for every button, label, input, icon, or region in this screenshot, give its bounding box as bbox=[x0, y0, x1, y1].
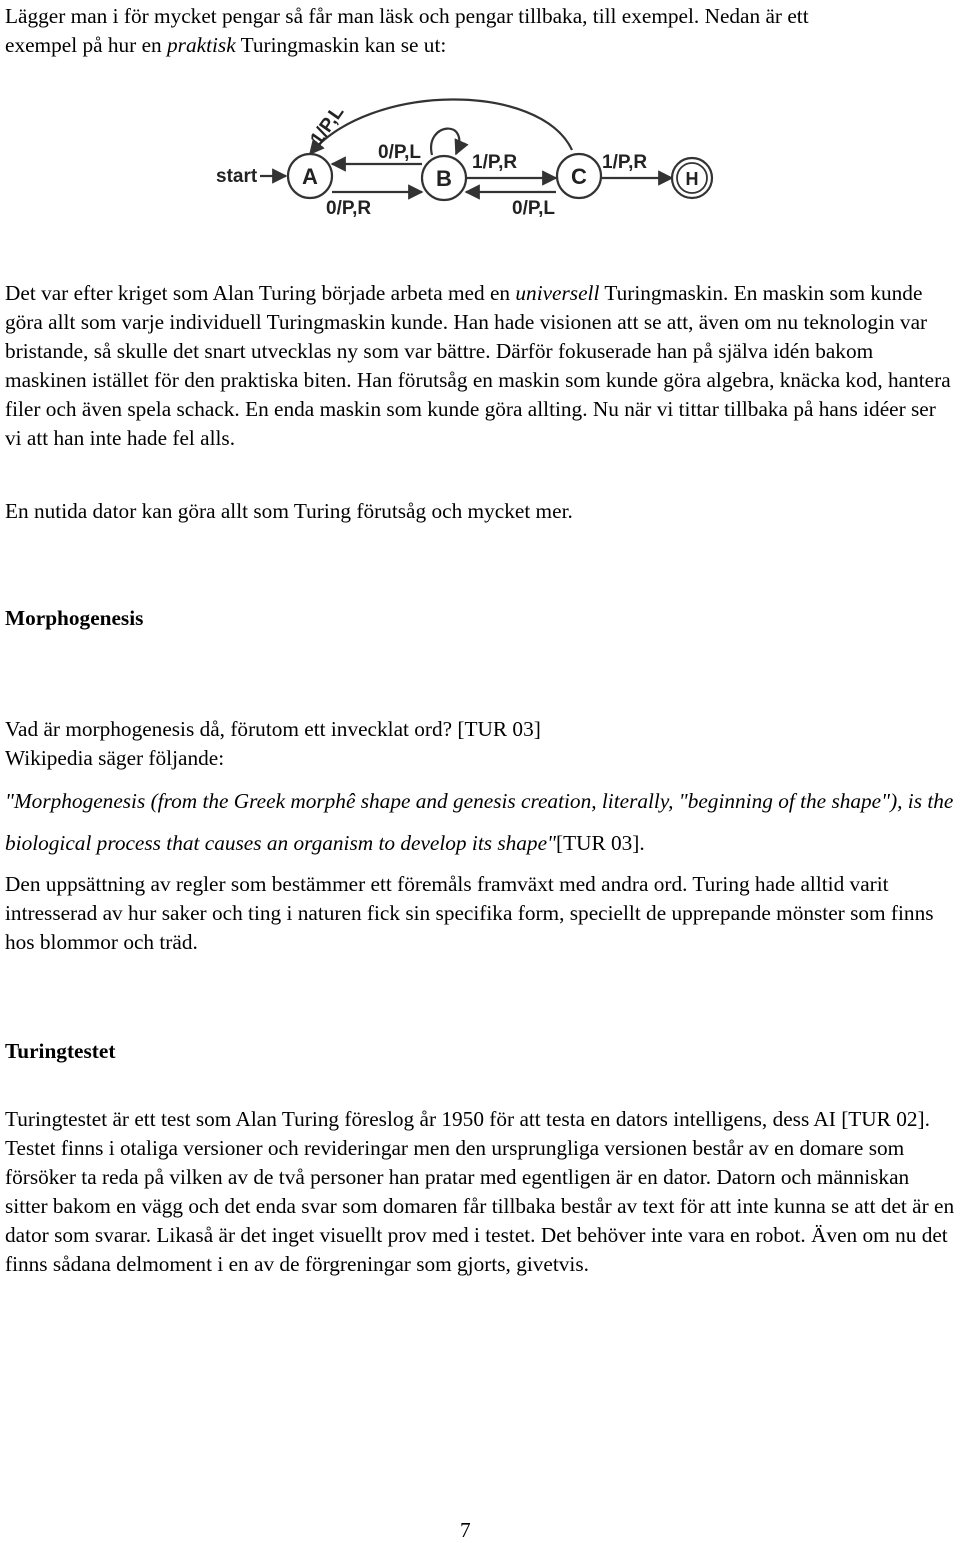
universal-text-emphasis: universell bbox=[515, 281, 600, 305]
state-a-label: A bbox=[302, 164, 318, 189]
universal-paragraph-2: En nutida dator kan göra allt som Turing förutsåg och mycket mer. bbox=[5, 499, 573, 523]
label-a-self-loop-top: 1/P,L bbox=[306, 102, 349, 150]
morphogenesis-paragraph-2: Den uppsättning av regler som bestämmer ett föremåls framväxt med andra ord. Turing hade alltid varit intresserad av hur saker och ting i naturen fick sin specifika form, speciellt de upprepande mönster som finns hos blommor och träd. bbox=[5, 872, 934, 954]
state-h-label: H bbox=[685, 169, 699, 189]
universal-paragraph bbox=[5, 279, 955, 453]
turing-machine-diagram bbox=[210, 92, 730, 227]
universal-text-post: Turingmaskin. En maskin som kunde göra allt som varje individuell Turingmaskin kunde. Han hade visionen att se att, även om nu teknologin var bristande, så skulle det snart utvecklas ny som var bättre. Därför fokuserade han på själva idén bakom maskinen istället för den praktiska biten. Han förutsåg en maskin som kunde göra algebra, knäcka kod, hantera filer och även spela schack. En enda maskin som kunde göra allting. Nu när vi tittar tillbaka på hans idéer ser vi att han inte hade fel alls. bbox=[5, 281, 951, 450]
intro-line-2-post: Turingmaskin kan se ut: bbox=[235, 33, 447, 57]
label-b-a: 0/P,L bbox=[378, 142, 421, 163]
start-label: start bbox=[216, 166, 258, 187]
morphogenesis-intro bbox=[5, 715, 955, 773]
intro-line-2-pre: exempel på hur en bbox=[5, 33, 168, 57]
label-c-b: 0/P,L bbox=[512, 198, 555, 219]
state-b-label: B bbox=[436, 166, 452, 191]
morphogenesis-intro-line-1: Vad är morphogenesis då, förutom ett invecklat ord? [TUR 03] bbox=[5, 717, 541, 741]
quote-italic-text: "Morphogenesis (from the Greek morphê shape and genesis creation, literally, "beginning of the shape"), is the biological process that causes an organism to develop its shape" bbox=[5, 789, 954, 855]
quote-reference: [TUR 03]. bbox=[555, 831, 645, 855]
section-heading-morphogenesis: Morphogenesis bbox=[5, 606, 144, 630]
arc-a-c bbox=[310, 99, 572, 154]
page-number: 7 bbox=[460, 1518, 471, 1542]
intro-line-2-emphasis: praktisk bbox=[167, 33, 236, 57]
turingtest-paragraph: Turingtestet är ett test som Alan Turing föreslog år 1950 för att testa en dators intelligens, dess AI [TUR 02]. Testet finns i otaliga versioner och revideringar men den ursprungliga versionen består av en domare som försöker ta reda på vilken av de två personer han pratar med egentligen är en dator. Datorn och människan sitter bakom en vägg och det enda svar som domaren får tillbaka består av text för att inte kunna se att det är en dator som svarar. Likaså är det inget visuellt prov med i testet. Det behöver inte vara en robot. Även om nu det finns sådana delmoment i en av de förgreningar som gjorts, givetvis. bbox=[5, 1107, 955, 1276]
intro-paragraph bbox=[5, 2, 955, 60]
morphogenesis-intro-line-2: Wikipedia säger följande: bbox=[5, 746, 225, 770]
label-a-b: 0/P,R bbox=[326, 198, 372, 219]
universal-text-pre: Det var efter kriget som Alan Turing började arbeta med en bbox=[5, 281, 516, 305]
wikipedia-quote bbox=[5, 780, 960, 864]
state-c-label: C bbox=[571, 164, 587, 189]
intro-line-1: Lägger man i för mycket pengar så får man läsk och pengar tillbaka, till exempel. Nedan är ett bbox=[5, 4, 809, 28]
label-b-c: 1/P,R bbox=[472, 152, 518, 173]
label-c-h: 1/P,R bbox=[602, 152, 648, 173]
loop-b bbox=[431, 129, 459, 155]
section-heading-turingtestet: Turingtestet bbox=[5, 1039, 116, 1063]
